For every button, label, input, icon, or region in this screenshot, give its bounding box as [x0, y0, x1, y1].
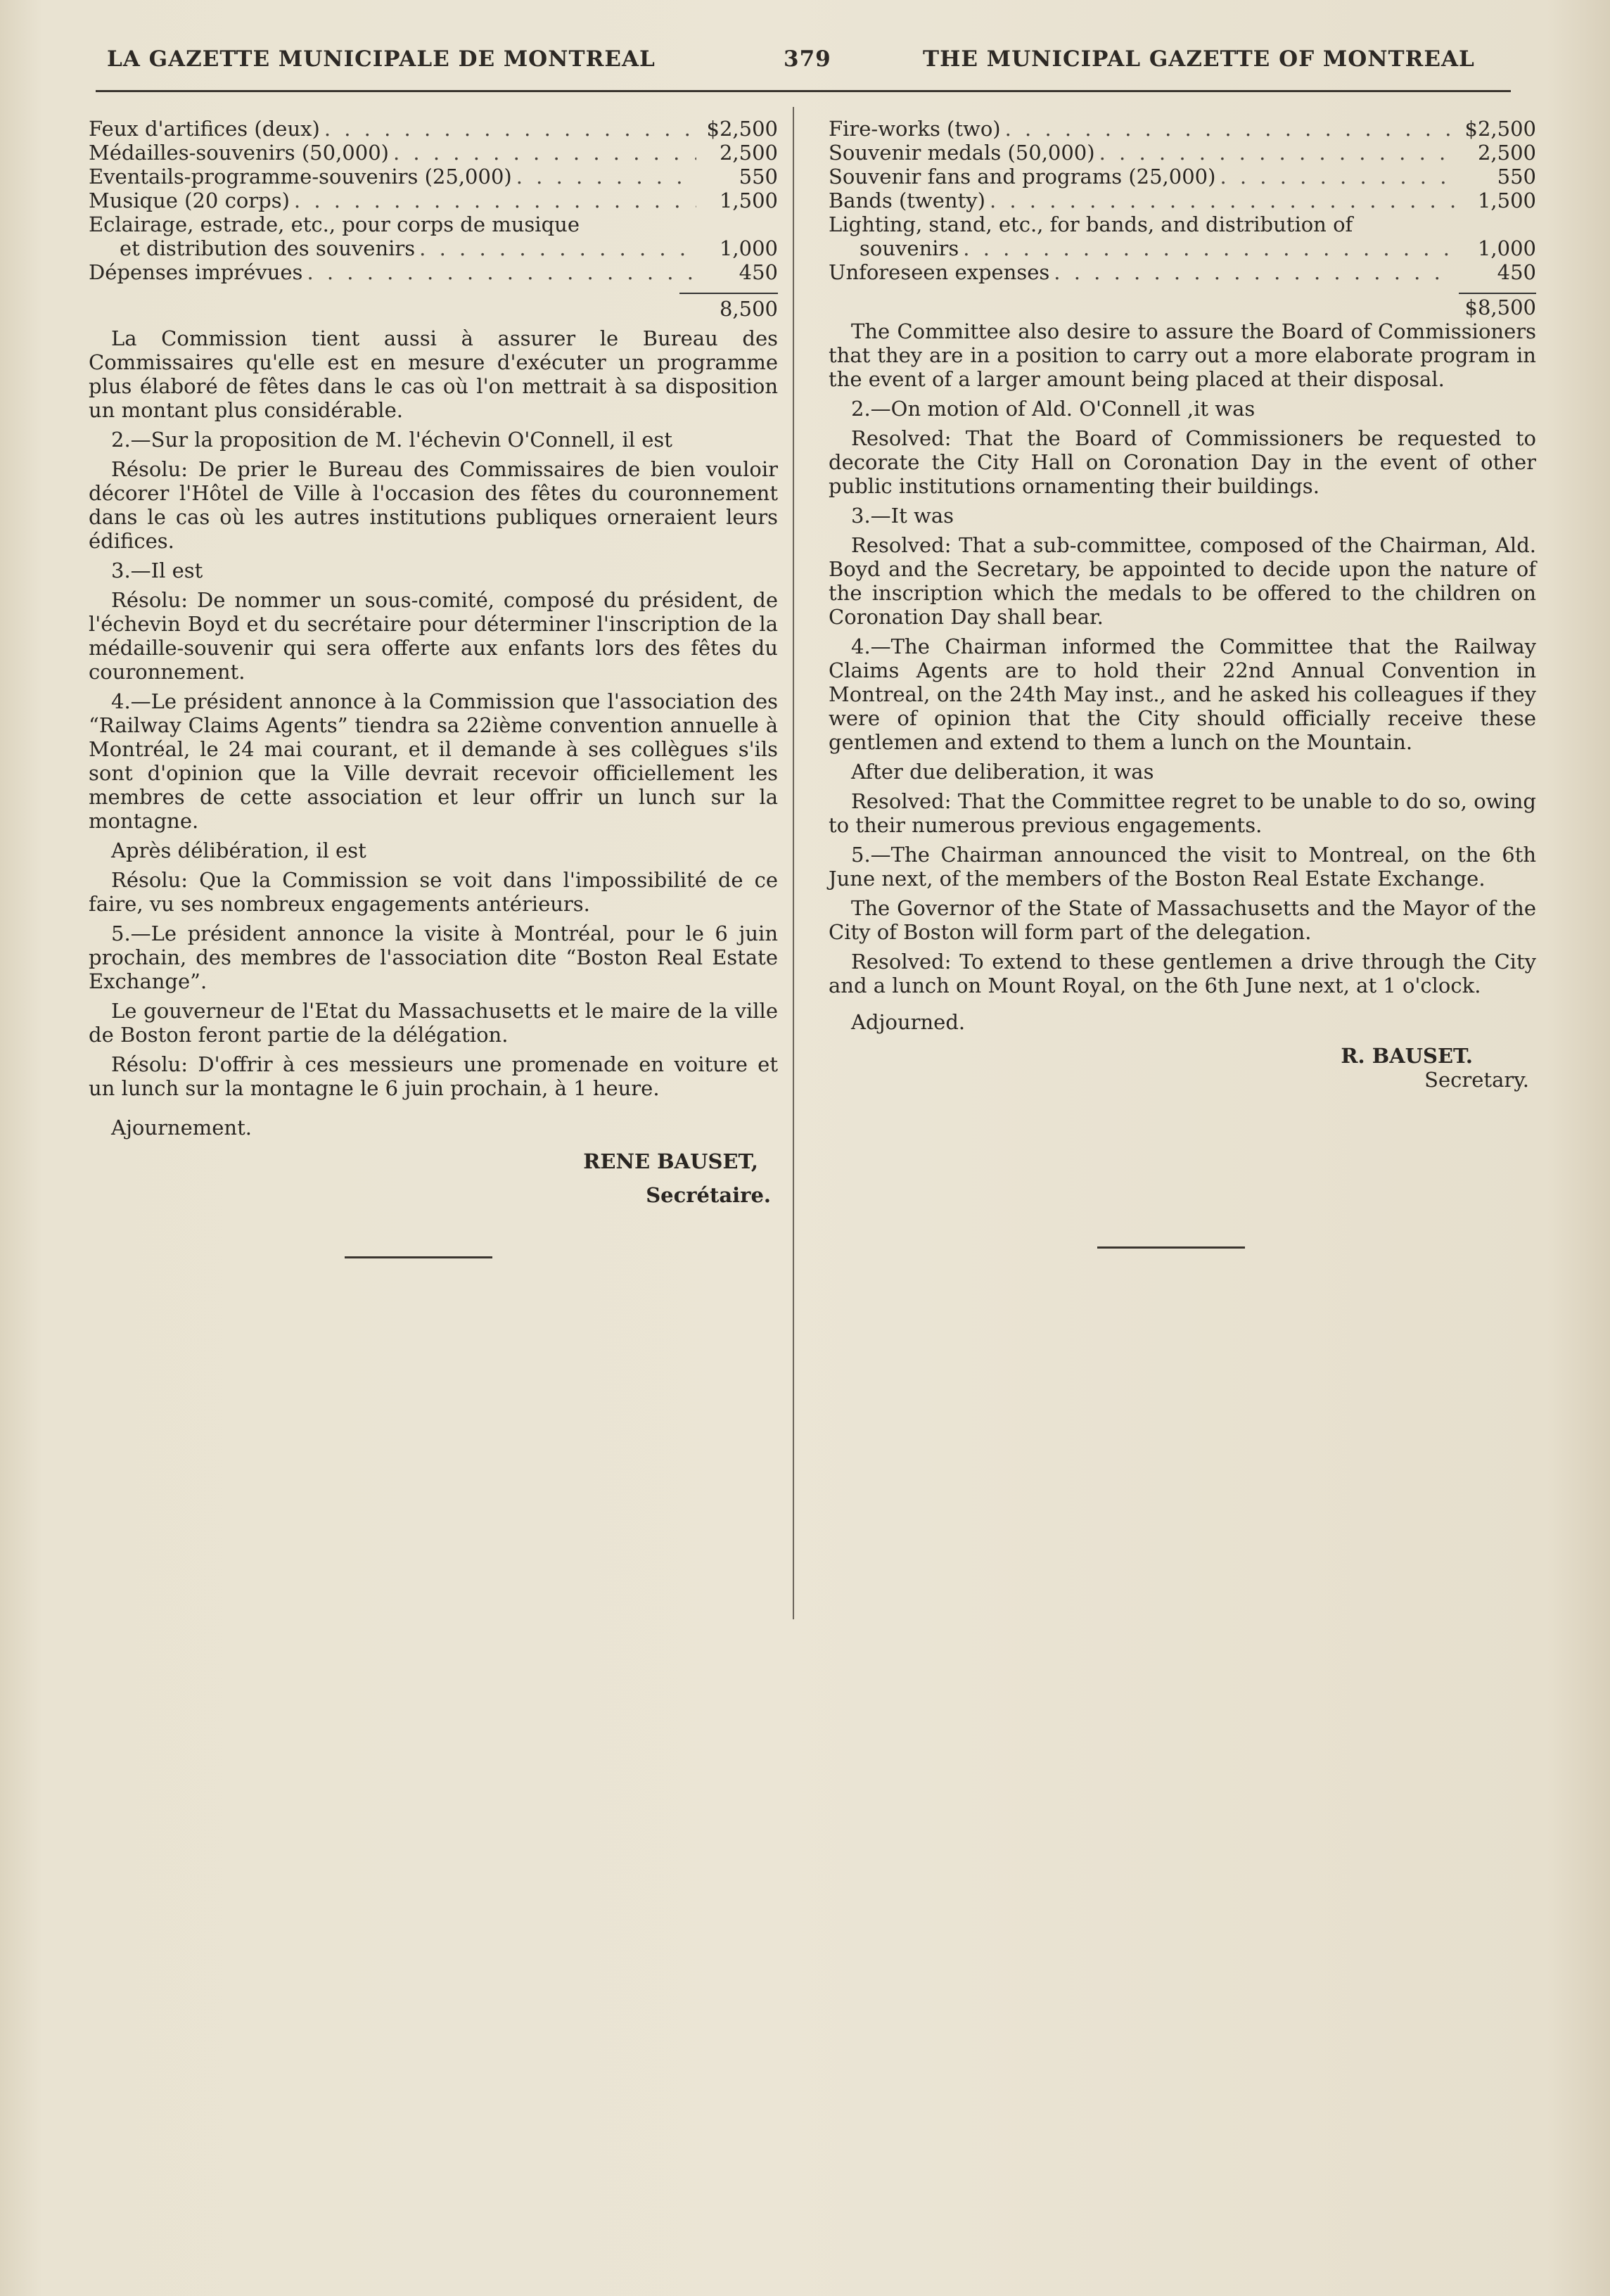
budget-row: Dépenses imprévues . . . 450	[89, 260, 778, 284]
budget-row: Feux d'artifices (deux) . . . $2,500	[89, 117, 778, 141]
budget-row: Fire-works (two) . . . $2,500	[829, 117, 1536, 141]
french-column	[89, 117, 778, 1207]
paragraph: Résolu: D'offrir à ces messieurs une promenade en voiture et un lunch sur la montagne le 6 juin prochain, à 1 heure.	[89, 1052, 778, 1100]
paragraph: 2.—Sur la proposition de M. l'échevin O'Connell, il est	[111, 428, 672, 452]
paragraph: The Governor of the State of Massachusetts and the Mayor of the City of Boston will form part of the delegation.	[829, 896, 1536, 944]
paragraph: Resolved: That the Committee regret to be unable to do so, owing to their numerous previous engagements.	[829, 789, 1536, 837]
budget-row: Lighting, stand, etc., for bands, and distribution of	[829, 212, 1353, 236]
adjournment: Ajournement.	[111, 1116, 252, 1140]
paragraph: The Committee also desire to assure the Board of Commissioners that they are in a position to carry out a more elaborate program in the event of a larger amount being placed at their disposal.	[829, 319, 1536, 391]
budget-row: Unforeseen expenses . . . 450	[829, 260, 1536, 284]
signature-title: Secrétaire.	[646, 1183, 771, 1207]
budget-row: et distribution des souvenirs . . . 1,000	[89, 236, 778, 260]
paragraph: 4.—Le président annonce à la Commission que l'association des “Railway Claims Agents” tiendra sa 22ième convention annuelle à Montréal, le 24 mai courant, et il demande à ses collègues s'ils sont d'opinion que la Ville devrait recevoir officiellement les membres de cette association et leur offrir un lunch sur la montagne.	[89, 689, 778, 833]
header-rule	[96, 90, 1511, 92]
header-title-english: THE MUNICIPAL GAZETTE OF MONTREAL	[923, 46, 1475, 72]
paragraph: Après délibération, il est	[111, 838, 366, 862]
paragraph: Resolved: That the Board of Commissioners be requested to decorate the City Hall on Coronation Day in the event of other public institutions ornamenting their buildings.	[829, 426, 1536, 498]
paragraph: 5.—Le président annonce la visite à Montréal, pour le 6 juin prochain, des membres de l'association dite “Boston Real Estate Exchange”.	[89, 921, 778, 993]
paragraph: La Commission tient aussi à assurer le Bureau des Commissaires qu'elle est en mesure d'exécuter un programme plus élaboré de fêtes dans le cas où l'on mettrait à sa disposition un montant plus considérable.	[89, 326, 778, 422]
end-rule	[1097, 1246, 1245, 1249]
paragraph: Le gouverneur de l'Etat du Massachusetts et le maire de la ville de Boston feront partie de la délégation.	[89, 999, 778, 1047]
paragraph: Résolu: De nommer un sous-comité, composé du président, de l'échevin Boyd et du secrétaire pour déterminer l'inscription de la médaille-souvenir qui sera offerte aux enfants lors des fêtes du couronnement.	[89, 588, 778, 684]
paragraph: 3.—It was	[851, 504, 954, 528]
total-rule	[679, 293, 778, 294]
budget-total: $8,500	[1464, 295, 1536, 319]
paragraph: Resolved: To extend to these gentlemen a drive through the City and a lunch on Mount Royal, on the 6th June next, at 1 o'clock.	[829, 950, 1536, 997]
total-rule	[1459, 293, 1536, 294]
signature-title: Secretary.	[1424, 1068, 1529, 1092]
budget-row: Médailles-souvenirs (50,000) . . . 2,500	[89, 141, 778, 165]
paragraph: Résolu: Que la Commission se voit dans l'impossibilité de ce faire, vu ses nombreux engagements antérieurs.	[89, 868, 778, 916]
paragraph: Résolu: De prier le Bureau des Commissaires de bien vouloir décorer l'Hôtel de Ville à l'occasion des fêtes du couronnement dans le cas où les autres institutions publiques orneraient leurs édifices.	[89, 457, 778, 553]
budget-row: Eclairage, estrade, etc., pour corps de musique	[89, 212, 580, 236]
budget-row: Souvenir fans and programs (25,000) . . . 550	[829, 165, 1536, 189]
signature-name: RENE BAUSET,	[583, 1149, 758, 1173]
budget-total: 8,500	[719, 297, 778, 321]
budget-row: Eventails-programme-souvenirs (25,000) . . . 550	[89, 165, 778, 189]
page-number: 379	[784, 46, 831, 72]
english-column	[829, 117, 1536, 1092]
paragraph: 5.—The Chairman announced the visit to Montreal, on the 6th June next, of the members of the Boston Real Estate Exchange.	[829, 843, 1536, 891]
budget-row: souvenirs . . . 1,000	[829, 236, 1536, 260]
signature-name: R. BAUSET.	[1341, 1044, 1473, 1068]
budget-row: Bands (twenty) . . . 1,500	[829, 189, 1536, 212]
end-rule	[345, 1256, 492, 1258]
budget-row: Musique (20 corps) . . . 1,500	[89, 189, 778, 212]
paragraph: After due deliberation, it was	[851, 760, 1154, 784]
paragraph: 3.—Il est	[111, 559, 203, 582]
paragraph: 2.—On motion of Ald. O'Connell ,it was	[851, 397, 1256, 421]
budget-row: Souvenir medals (50,000) . . . 2,500	[829, 141, 1536, 165]
paragraph: Resolved: That a sub-committee, composed of the Chairman, Ald. Boyd and the Secretary, be appointed to decide upon the nature of the inscription which the medals to be offered to the children on Coronation Day shall bear.	[829, 533, 1536, 629]
paragraph: 4.—The Chairman informed the Committee that the Railway Claims Agents are to hold their 22nd Annual Convention in Montreal, on the 24th May inst., and he asked his colleagues if they were of opinion that the City should officially receive these gentlemen and extend to them a lunch on the Mountain.	[829, 634, 1536, 754]
adjournment: Adjourned.	[851, 1010, 966, 1034]
column-divider	[793, 107, 794, 1619]
header-title-french: LA GAZETTE MUNICIPALE DE MONTREAL	[107, 46, 656, 72]
